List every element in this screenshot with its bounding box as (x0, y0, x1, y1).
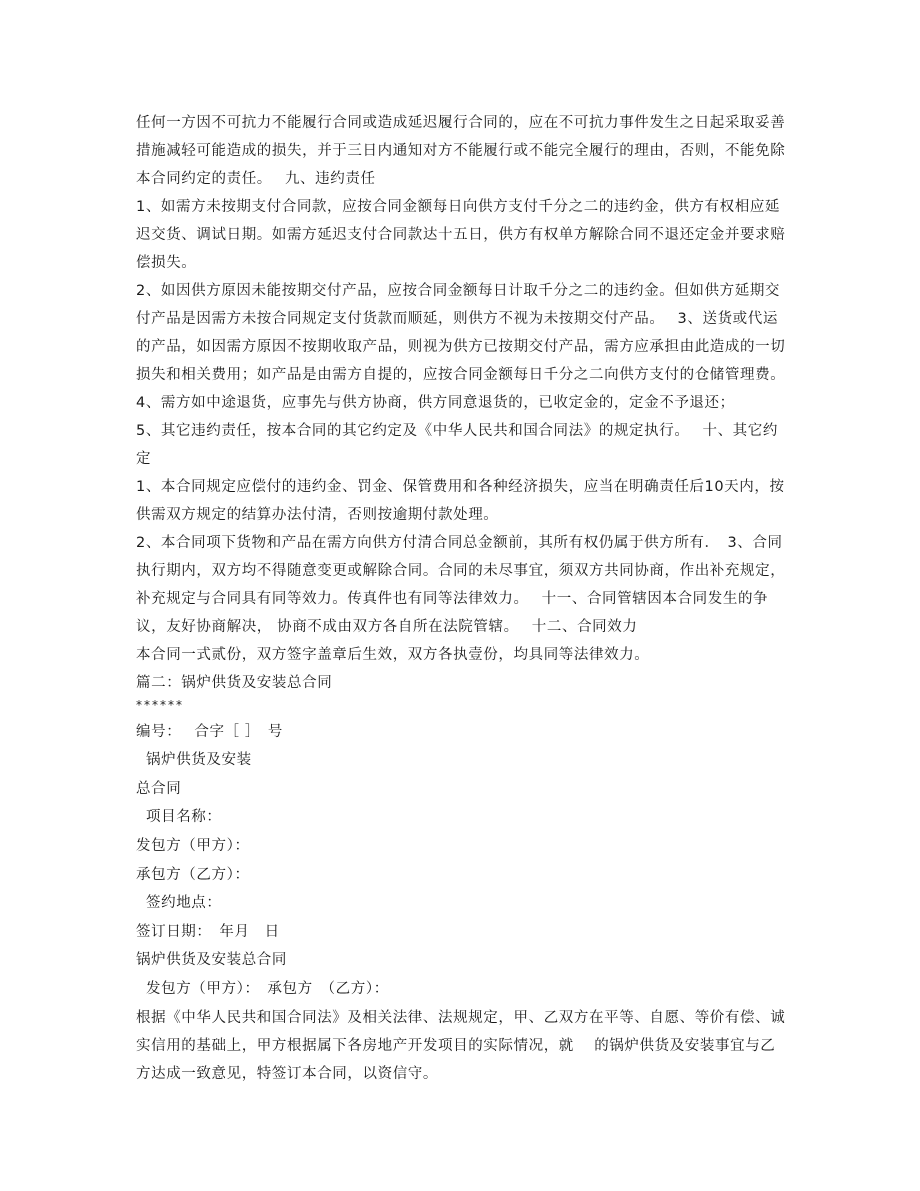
party-a-field: 发包方（甲方）： (136, 837, 250, 854)
sign-date-field: 签订日期： 年月 日 (136, 923, 280, 940)
section-title-part-two: 篇二：锅炉供货及安装总合同 (136, 675, 333, 691)
paragraph-preamble: 根据《中华人民共和国合同法》及相关法律、法规规定，甲、乙双方在平等、自愿、等价有偿、诚实信用的基础上，甲方根据属下各房地产开发项目的实际情况，就 的锅炉供货及安装事宜与乙方达成一致意见，特签订本合同，以资信守。 (136, 1009, 786, 1082)
parties-line: 发包方（甲方）： 承包方 （乙方）： (146, 980, 389, 997)
contract-title-line-2: 总合同 (136, 780, 182, 797)
contract-number-line: 编号： 合字［ ］ 号 (136, 723, 283, 740)
paragraph-breach-4: 4、需方如中途退货，应事先与供方协商，供方同意退货的，已收定金的，定金不予退还； (136, 395, 735, 411)
paragraph-force-majeure: 任何一方因不可抗力不能履行合同或造成延迟履行合同的，应在不可抗力事件发生之日起采取妥善措施减轻可能造成的损失，并于三日内通知对方不能履行或不能完全履行的理由，否则，不能免除本合同约定的责任。 九、违约责任 (136, 115, 786, 187)
project-name-field: 项目名称： (146, 809, 222, 826)
paragraph-other-1: 1、本合同规定应偿付的违约金、罚金、保管费用和各种经济损失，应当在明确责任后10天内，按供需双方规定的结算办法付清，否则按逾期付款处理。 (136, 479, 785, 523)
contract-title-line-1: 锅炉供货及安装 (146, 752, 252, 769)
paragraph-other-2: 2、本合同项下货物和产品在需方向供方付清合同总金额前，其所有权仍属于供方所有． 3、合同执行期内，双方均不得随意变更或解除合同。合同的未尽事宜，须双方共同协商，作出补充规定，补充规定与合同具有同等效力。传真件也有同等法律效力。 十一、合同管辖因本合同发生的争议，友好协商解决， 协商不成由双方各自所在法院管辖。 十二、合同效力 (136, 535, 786, 635)
paragraph-breach-5: 5、其它违约责任，按本合同的其它约定及《中华人民共和国合同法》的规定执行。 十、其它约定 (136, 423, 778, 467)
document-body (136, 109, 786, 1088)
separator-stars: ****** (136, 697, 184, 712)
sign-place-field: 签约地点： (146, 895, 222, 912)
contract-title-full: 锅炉供货及安装总合同 (136, 952, 287, 969)
paragraph-breach-1: 1、如需方未按期支付合同款，应按合同金额每日向供方支付千分之二的违约金，供方有权相应延迟交货、调试日期。如需方延迟支付合同款达十五日，供方有权单方解除合同不退还定金并要求赔偿损失。 (136, 199, 786, 271)
paragraph-breach-2: 2、如因供方原因未能按期交付产品，应按合同金额每日计取千分之二的违约金。但如供方延期交付产品是因需方未按合同规定支付货款而顺延，则供方不视为未按期交付产品。 3、送货或代运的产品，如因需方原因不按期收取产品，则视为供方已按期交付产品，需方应承担由此造成的一切损失和相关费用；如产品是由需方自提的，应按合同金额每日千分之二向供方支付的仓储管理费。 (136, 283, 786, 383)
party-b-field: 承包方（乙方）： (136, 866, 250, 883)
paragraph-validity: 本合同一式贰份，双方签字盖章后生效，双方各执壹份，均具同等法律效力。 (136, 647, 650, 663)
